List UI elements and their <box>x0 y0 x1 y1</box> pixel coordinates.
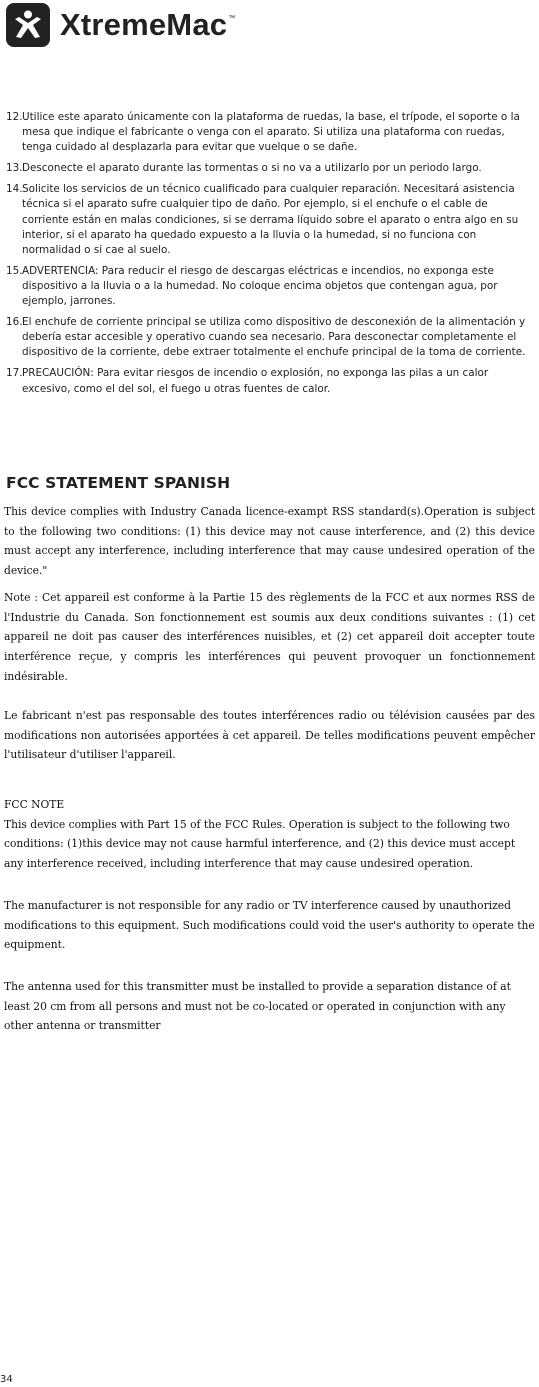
list-item <box>6 182 530 257</box>
page-number: 34 <box>0 1374 13 1385</box>
rule-text: ADVERTENCIA: Para reducir el riesgo de descargas eléctricas e incendios, no exponga este dispositivo a la lluvia o a la humedad. No coloque encima objetos que contengan agua, por ejemplo, jarrones. <box>22 264 498 308</box>
rule-number: 12. <box>6 111 23 123</box>
antenna-paragraph: The antenna used for this transmitter must be installed to provide a separation distance of at least 20 cm from all persons and must not be co-located or operated in conjunction with any other antenna or transmitter <box>4 980 511 1033</box>
rule-text: Solicite los servicios de un técnico cualificado para cualquier reparación. Necesitará asistencia técnica si el aparato sufre cualquier tipo de daño. Por ejemplo, si el enchufe o el cable de corriente están en malas condiciones, si se derrama líquido sobre el aparato o entra algo en su interior, si el aparato ha quedado expuesto a la lluvia o la humedad, si no funciona con normalidad o si cae al suelo. <box>22 183 519 256</box>
rule-number: 17. <box>6 367 23 380</box>
list-item <box>6 315 530 360</box>
list-item <box>6 366 530 396</box>
list-item <box>6 264 530 309</box>
list-item <box>6 110 530 155</box>
rule-text: El enchufe de corriente principal se utiliza como dispositivo de desconexión de la alimentación y debería estar accesible y operativo cuando sea necesario. Para desconectar completamente el dispositivo de la corriente, debe extraer totalmente el enchufe principal de la toma de corriente. <box>22 316 526 359</box>
ic-statement-paragraph: This device complies with Industry Canada licence-exampt RSS standard(s).Operation is subject to the following two conditions: (1) this device may not cause interference, and (2) this device must accept any interference, including interference that may cause undesired operation of the device." <box>4 505 535 578</box>
french-note-paragraph: Note : Cet appareil est conforme à la Partie 15 des règlements de la FCC et aux normes RSS de l'Industrie du Canada. Son fonctionnement est soumis aux deux conditions suivantes : (1) cet appareil ne doit pas causer des interférences nuisibles, et (2) cet appareil doit accepter toute interférence reçue, y compris les interférences qui peuvent provoquer un fonctionnement indésirable. <box>4 591 535 683</box>
x-person-logo-icon <box>6 3 50 47</box>
manufacturer-paragraph: The manufacturer is not responsible for any radio or TV interference caused by unauthorized modifications to this equipment. Such modifications could void the user's authority to operate the equipment. <box>4 899 535 952</box>
trademark-symbol: ™ <box>228 15 236 22</box>
brand-name: XtremeMac <box>60 7 228 42</box>
brand-logo <box>6 3 235 47</box>
rule-text: Desconecte el aparato durante las tormentas o si no va a utilizarlo por un periodo largo. <box>22 162 482 175</box>
rule-number: 13. <box>6 162 23 175</box>
fcc-note-section <box>4 795 535 874</box>
fcc-note-paragraph: This device complies with Part 15 of the FCC Rules. Operation is subject to the following two conditions: (1)this device may not cause harmful interference, and (2) this device must accept any interference received, including interference that may cause undesired operation. <box>4 817 516 871</box>
rule-text: PRECAUCIÓN: Para evitar riesgos de incendio o explosión, no exponga las pilas a un calor excesivo, como el del sol, el fuego u otras fuentes de calor. <box>22 367 489 395</box>
safety-rules-list <box>6 110 530 403</box>
fcc-note-title: FCC NOTE <box>4 798 65 811</box>
rule-number: 16. <box>6 316 23 329</box>
rule-number: 15. <box>6 264 23 277</box>
rule-number: 14. <box>6 183 23 196</box>
fcc-section-heading: FCC STATEMENT SPANISH <box>6 474 231 492</box>
list-item <box>6 161 530 176</box>
french-manufacturer-paragraph: Le fabricant n'est pas responsable des toutes interférences radio ou télévision causées par des modifications non autorisées apportées à cet appareil. De telles modifications peuvent empêcher l'utilisateur d'utiliser l'appareil. <box>4 709 535 762</box>
rule-text: Utilice este aparato únicamente con la plataforma de ruedas, la base, el trípode, el soporte o la mesa que indique el fabricante o venga con el aparato. Si utiliza una plataforma con ruedas, tenga cuidado al desplazarla para evitar que vuelque o se dañe. <box>22 111 520 154</box>
